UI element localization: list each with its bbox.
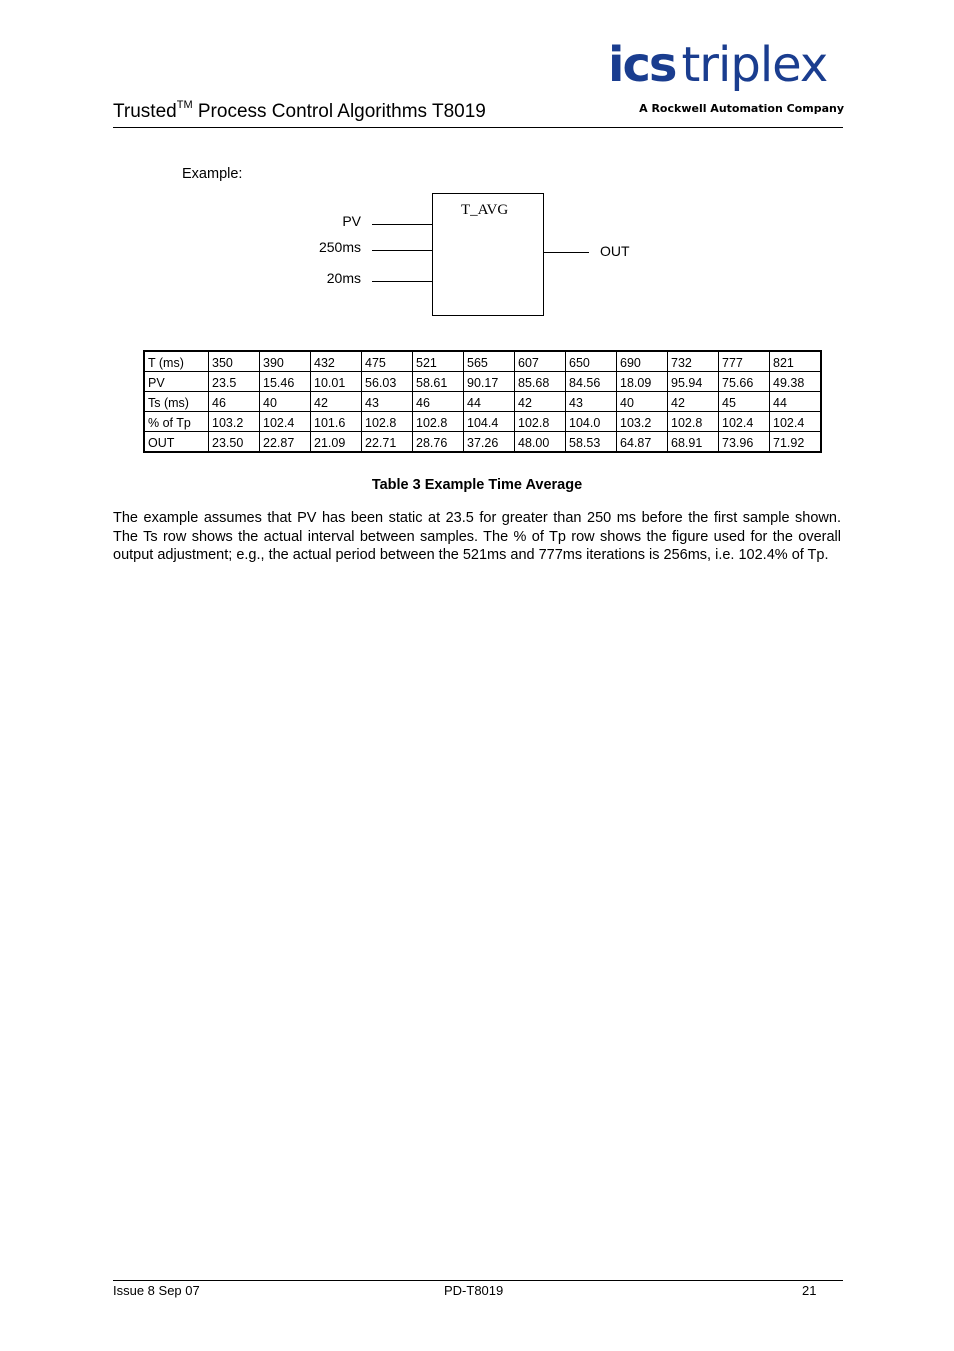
table-cell: 101.6 bbox=[311, 412, 362, 432]
table-cell: 42 bbox=[668, 392, 719, 412]
table-cell: 650 bbox=[566, 351, 617, 372]
input-label-pv: PV bbox=[342, 213, 361, 229]
table-cell: 44 bbox=[770, 392, 822, 412]
row-header: OUT bbox=[144, 432, 209, 453]
header-title-rest: Process Control Algorithms T8019 bbox=[192, 101, 486, 122]
input-label-ts: 20ms bbox=[326, 270, 361, 286]
row-header: PV bbox=[144, 372, 209, 392]
table-cell: 49.38 bbox=[770, 372, 822, 392]
table-cell: 45 bbox=[719, 392, 770, 412]
table-cell: 56.03 bbox=[362, 372, 413, 392]
table-cell: 432 bbox=[311, 351, 362, 372]
table-cell: 777 bbox=[719, 351, 770, 372]
table-cell: 18.09 bbox=[617, 372, 668, 392]
table-cell: 37.26 bbox=[464, 432, 515, 453]
table-cell: 10.01 bbox=[311, 372, 362, 392]
table-body bbox=[144, 351, 821, 452]
table-cell: 43 bbox=[362, 392, 413, 412]
function-block-name: T_AVG bbox=[461, 202, 509, 218]
table-cell: 42 bbox=[311, 392, 362, 412]
table-cell: 71.92 bbox=[770, 432, 822, 453]
output-label: OUT bbox=[600, 243, 630, 259]
trademark-superscript: TM bbox=[176, 99, 193, 111]
table-cell: 22.71 bbox=[362, 432, 413, 453]
table-cell: 58.61 bbox=[413, 372, 464, 392]
table-cell: 102.4 bbox=[770, 412, 822, 432]
footer-divider bbox=[113, 1280, 843, 1281]
table-cell: 23.5 bbox=[209, 372, 260, 392]
footer-doc-id: PD-T8019 bbox=[444, 1283, 504, 1298]
table-cell: 102.4 bbox=[719, 412, 770, 432]
table-cell: 565 bbox=[464, 351, 515, 372]
logo-ics-text: ics bbox=[608, 37, 676, 93]
table-cell: 102.4 bbox=[260, 412, 311, 432]
table-cell: 607 bbox=[515, 351, 566, 372]
table-cell: 104.4 bbox=[464, 412, 515, 432]
table-cell: 95.94 bbox=[668, 372, 719, 392]
table-cell: 48.00 bbox=[515, 432, 566, 453]
table-cell: 68.91 bbox=[668, 432, 719, 453]
table-cell: 44 bbox=[464, 392, 515, 412]
table-cell: 40 bbox=[617, 392, 668, 412]
table-cell: 90.17 bbox=[464, 372, 515, 392]
table-cell: 102.8 bbox=[362, 412, 413, 432]
logo-tagline: A Rockwell Automation Company bbox=[639, 102, 844, 115]
input-label-tp: 250ms bbox=[318, 239, 361, 255]
table-cell: 21.09 bbox=[311, 432, 362, 453]
header-title-prefix: Trusted bbox=[113, 101, 177, 122]
table-row-ts bbox=[144, 392, 821, 412]
example-label: Example: bbox=[182, 166, 243, 182]
footer-issue: Issue 8 Sep 07 bbox=[113, 1283, 200, 1298]
table-cell: 102.8 bbox=[515, 412, 566, 432]
table-cell: 521 bbox=[413, 351, 464, 372]
table-cell: 46 bbox=[209, 392, 260, 412]
example-data-table bbox=[143, 350, 822, 453]
table-cell: 58.53 bbox=[566, 432, 617, 453]
footer-page-number: 21 bbox=[802, 1283, 817, 1298]
table-cell: 84.56 bbox=[566, 372, 617, 392]
table-cell: 28.76 bbox=[413, 432, 464, 453]
table-cell: 22.87 bbox=[260, 432, 311, 453]
table-cell: 102.8 bbox=[413, 412, 464, 432]
table-row-out bbox=[144, 432, 821, 453]
logo-triplex-text: triplex bbox=[681, 37, 828, 93]
table-cell: 23.50 bbox=[209, 432, 260, 453]
table-cell: 390 bbox=[260, 351, 311, 372]
table-cell: 475 bbox=[362, 351, 413, 372]
table-cell: 85.68 bbox=[515, 372, 566, 392]
table-cell: 104.0 bbox=[566, 412, 617, 432]
table-row-pv bbox=[144, 372, 821, 392]
function-block-diagram bbox=[0, 0, 954, 340]
table-row-percent-tp bbox=[144, 412, 821, 432]
table-cell: 102.8 bbox=[668, 412, 719, 432]
table-cell: 350 bbox=[209, 351, 260, 372]
table-cell: 40 bbox=[260, 392, 311, 412]
table-cell: 690 bbox=[617, 351, 668, 372]
table-cell: 821 bbox=[770, 351, 822, 372]
table-cell: 732 bbox=[668, 351, 719, 372]
table-row-time bbox=[144, 351, 821, 372]
table-cell: 15.46 bbox=[260, 372, 311, 392]
table-cell: 64.87 bbox=[617, 432, 668, 453]
table-cell: 73.96 bbox=[719, 432, 770, 453]
table-cell: 46 bbox=[413, 392, 464, 412]
row-header: Ts (ms) bbox=[144, 392, 209, 412]
row-header: % of Tp bbox=[144, 412, 209, 432]
table-cell: 42 bbox=[515, 392, 566, 412]
table-cell: 43 bbox=[566, 392, 617, 412]
table-cell: 103.2 bbox=[617, 412, 668, 432]
table-cell: 103.2 bbox=[209, 412, 260, 432]
body-paragraph: The example assumes that PV has been static at 23.5 for greater than 250 ms before the first sample shown. The Ts row shows the actual interval between samples. The % of Tp row shows the figure used for the overall output adjustment; e.g., the actual period between the 521ms and 777ms iterations is 256ms, i.e. 102.4% of Tp. bbox=[113, 510, 841, 563]
table-caption: Table 3 Example Time Average bbox=[371, 477, 583, 493]
table-cell: 75.66 bbox=[719, 372, 770, 392]
row-header: T (ms) bbox=[144, 351, 209, 372]
